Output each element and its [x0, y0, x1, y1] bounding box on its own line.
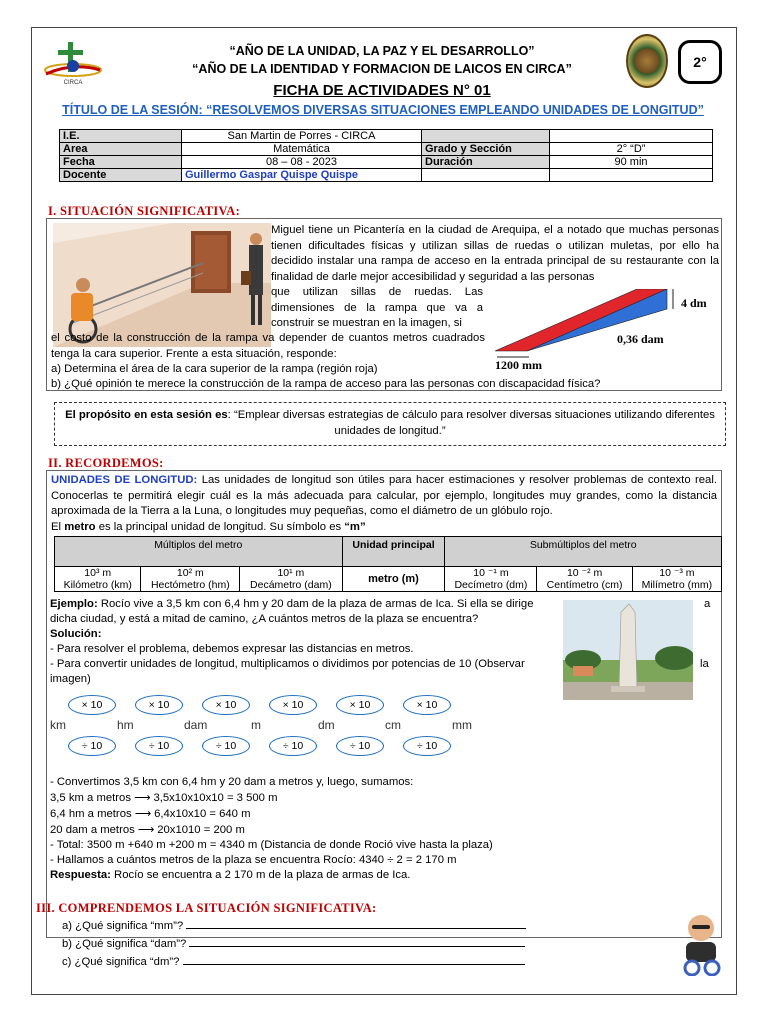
solution-step-1: - Para resolver el problema, debemos expresar las distancias en metros.	[50, 643, 414, 655]
multiplos-header: Múltiplos del metro	[55, 537, 343, 567]
unit-cell-hm: 10² m Hectómetro (hm)	[141, 567, 240, 592]
solution-step-2b: imagen)	[50, 673, 91, 685]
calc-step-1: - Convertimos 3,5 km con 6,4 hm y 20 dam a metros y, luego, sumamos:	[50, 776, 414, 788]
conversion-diagram	[50, 690, 520, 760]
duracion-label: Duración	[422, 156, 550, 169]
calc-step-5: - Total: 3500 m +640 m +200 m = 4340 m (Distancia de donde Roció vive hasta la plaza)	[50, 839, 493, 851]
situacion-paragraph-1: Miguel tiene un Picantería en la ciudad de Arequipa, el a notado que muchas personas tienen dificultades físicas y utilizan sillas de ruedas o utilizan muletas, por ello ha decidido instalar una rampa de acceso en la entrada principal de su restaurante con la finalidad de darle mejor accesibilidad y seguridad a las personas	[271, 224, 719, 283]
wheelchair-character-image	[678, 912, 724, 976]
conv-unit-dm: dm	[318, 718, 335, 732]
conv-divide-oval: ÷ 10	[403, 736, 451, 756]
fecha-value: 08 – 08 - 2023	[182, 156, 422, 169]
example-a: a	[704, 598, 711, 610]
session-title: TÍTULO DE LA SESIÓN: “RESOLVEMOS DIVERSAS SITUACIONES EMPLEANDO UNIDADES DE LONGITUD”	[62, 103, 704, 117]
unit-cell-cm: 10 ⁻² m Centímetro (cm)	[537, 567, 632, 592]
conv-unit-hm: hm	[117, 718, 134, 732]
area-label: Area	[60, 143, 182, 156]
section-comprendemos-heading: III. COMPRENDEMOS LA SITUACIÓN SIGNIFICATIVA:	[36, 901, 377, 915]
ramp-diagram	[487, 289, 721, 369]
calc-step-3: 6,4 hm a metros ⟶ 6,4x10x10 = 640 m	[50, 808, 251, 820]
calc-step-6: - Hallamos a cuántos metros de la plaza se encuentra Rocío: 4340 ÷ 2 = 2 170 m	[50, 854, 457, 866]
docente-value: Guillermo Gaspar Quispe Quispe	[182, 169, 422, 182]
units-table	[54, 536, 722, 592]
conv-divide-oval: ÷ 10	[135, 736, 183, 756]
conv-multiply-oval: × 10	[403, 695, 451, 715]
info-table	[59, 129, 713, 182]
conv-multiply-oval: × 10	[68, 695, 116, 715]
unit-cell-dm: 10 ⁻¹ m Decímetro (dm)	[445, 567, 537, 592]
unit-cell-m: metro (m)	[342, 567, 445, 592]
calc-step-2: 3,5 km a metros ⟶ 3,5x10x10x10 = 3 500 m	[50, 792, 278, 804]
example-line2: dicha ciudad, y está a mitad de camino, ¿A cuántos metros de la plaza se encuentra?	[50, 613, 479, 625]
solution-label: Solución:	[50, 628, 102, 640]
worksheet-page	[31, 27, 737, 995]
conv-unit-mm: mm	[452, 718, 472, 732]
metro-line: El metro es la principal unidad de longitud. Su símbolo es “m”	[51, 521, 366, 533]
solution-step-2-la: la	[700, 658, 709, 670]
situacion-paragraph-3: el costo de la construcción de la rampa va depender de cuantos metros cuadrados tenga la cara superior. Frente a esta situación, responde:	[51, 332, 485, 360]
solution-step-2: - Para convertir unidades de longitud, multiplicamos o dividimos por potencias de 10 (Observar	[50, 658, 525, 670]
header-line2: “AÑO DE LA IDENTIDAD Y FORMACION DE LAICOS EN CIRCA”	[192, 62, 572, 76]
unit-cell-mm: 10 ⁻³ m Milímetro (mm)	[632, 567, 721, 592]
situacion-question-a: a) Determina el área de la cara superior de la rampa (región roja)	[51, 363, 378, 375]
situacion-paragraph-2: que utilizan sillas de ruedas. Las dimensiones de la rampa que va a construir se muestran en la imagen, si	[271, 286, 483, 329]
conv-unit-cm: cm	[385, 718, 401, 732]
purpose-label: El propósito en esta sesión es	[65, 409, 228, 421]
conv-divide-oval: ÷ 10	[202, 736, 250, 756]
conv-unit-m: m	[251, 718, 261, 732]
question-dm: c) ¿Qué significa “dm”?	[62, 955, 525, 971]
units-intro	[51, 473, 717, 520]
header-years	[152, 42, 612, 78]
units-intro-label: UNIDADES DE LONGITUD:	[51, 474, 198, 486]
conv-multiply-oval: × 10	[336, 695, 384, 715]
purpose-text: : “Emplear diversas estrategias de cálculo para resolver diversas situaciones utilizando diferentes unidades de longitud.”	[227, 409, 715, 437]
logo-caption: CIRCA	[63, 80, 83, 86]
ramp-width-label: 0,36 dam	[617, 332, 664, 346]
plaza-photo	[563, 600, 693, 700]
grado-label: Grado y Sección	[422, 143, 550, 156]
purpose-box	[54, 402, 726, 446]
answer-line: Respuesta: Rocío se encuentra a 2 170 m de la plaza de armas de Ica.	[50, 869, 411, 881]
conv-divide-oval: ÷ 10	[336, 736, 384, 756]
ie-value: San Martin de Porres - CIRCA	[182, 130, 422, 143]
conv-divide-oval: ÷ 10	[269, 736, 317, 756]
ramp-illustration	[53, 223, 271, 347]
unidad-header: Unidad principal	[342, 537, 445, 567]
question-mm: a) ¿Qué significa “mm”?	[62, 919, 526, 935]
duracion-value: 90 min	[550, 156, 713, 169]
conv-divide-oval: ÷ 10	[68, 736, 116, 756]
grade-badge: 2°	[678, 40, 722, 84]
docente-label: Docente	[60, 169, 182, 182]
school-logo	[40, 40, 106, 86]
conv-unit-km: km	[50, 718, 66, 732]
unit-cell-dam: 10¹ m Decámetro (dam)	[240, 567, 342, 592]
ficha-title: FICHA DE ACTIVIDADES N° 01	[273, 82, 491, 99]
ramp-height-label: 4 dm	[681, 296, 707, 310]
grado-value: 2° “D”	[550, 143, 713, 156]
situacion-box	[46, 218, 722, 391]
example-line1: Ejemplo: Rocío vive a 3,5 km con 6,4 hm y 20 dam de la plaza de armas de Ica. Si ella se dirige	[50, 598, 534, 610]
calc-step-4: 20 dam a metros ⟶ 20x1010 = 200 m	[50, 824, 245, 836]
fecha-label: Fecha	[60, 156, 182, 169]
ie-label: I.E.	[60, 130, 182, 143]
situacion-question-b: b) ¿Qué opinión te merece la construcción de la rampa de acceso para las personas con discapacidad física?	[51, 378, 601, 390]
school-seal-image	[626, 34, 668, 88]
conv-unit-dam: dam	[184, 718, 208, 732]
section-recordemos-heading: II. RECORDEMOS:	[48, 456, 164, 470]
conv-multiply-oval: × 10	[269, 695, 317, 715]
question-dam: b) ¿Qué significa “dam”?	[62, 937, 525, 953]
conv-multiply-oval: × 10	[202, 695, 250, 715]
header-line1: “AÑO DE LA UNIDAD, LA PAZ Y EL DESARROLLO”	[229, 44, 535, 58]
area-value: Matemática	[182, 143, 422, 156]
submultiplos-header: Submúltiplos del metro	[445, 537, 722, 567]
section-situacion-heading: I. SITUACIÓN SIGNIFICATIVA:	[48, 204, 241, 218]
ramp-length-label: 1200 mm	[495, 358, 542, 369]
unit-cell-km: 10³ m Kilómetro (km)	[55, 567, 141, 592]
units-intro-text: Las unidades de longitud son útiles para hacer estimaciones y resolver problemas de contexto real. Conocerlas te permitirá elegir cuál es la más adecuada para calcular, por ejemplo, longitudes muy grandes, como la distancia aproximada de la Tierra a la Luna, o longitudes muy pequeñas, como el diámetro de un glóbulo rojo.	[51, 474, 717, 517]
conv-multiply-oval: × 10	[135, 695, 183, 715]
